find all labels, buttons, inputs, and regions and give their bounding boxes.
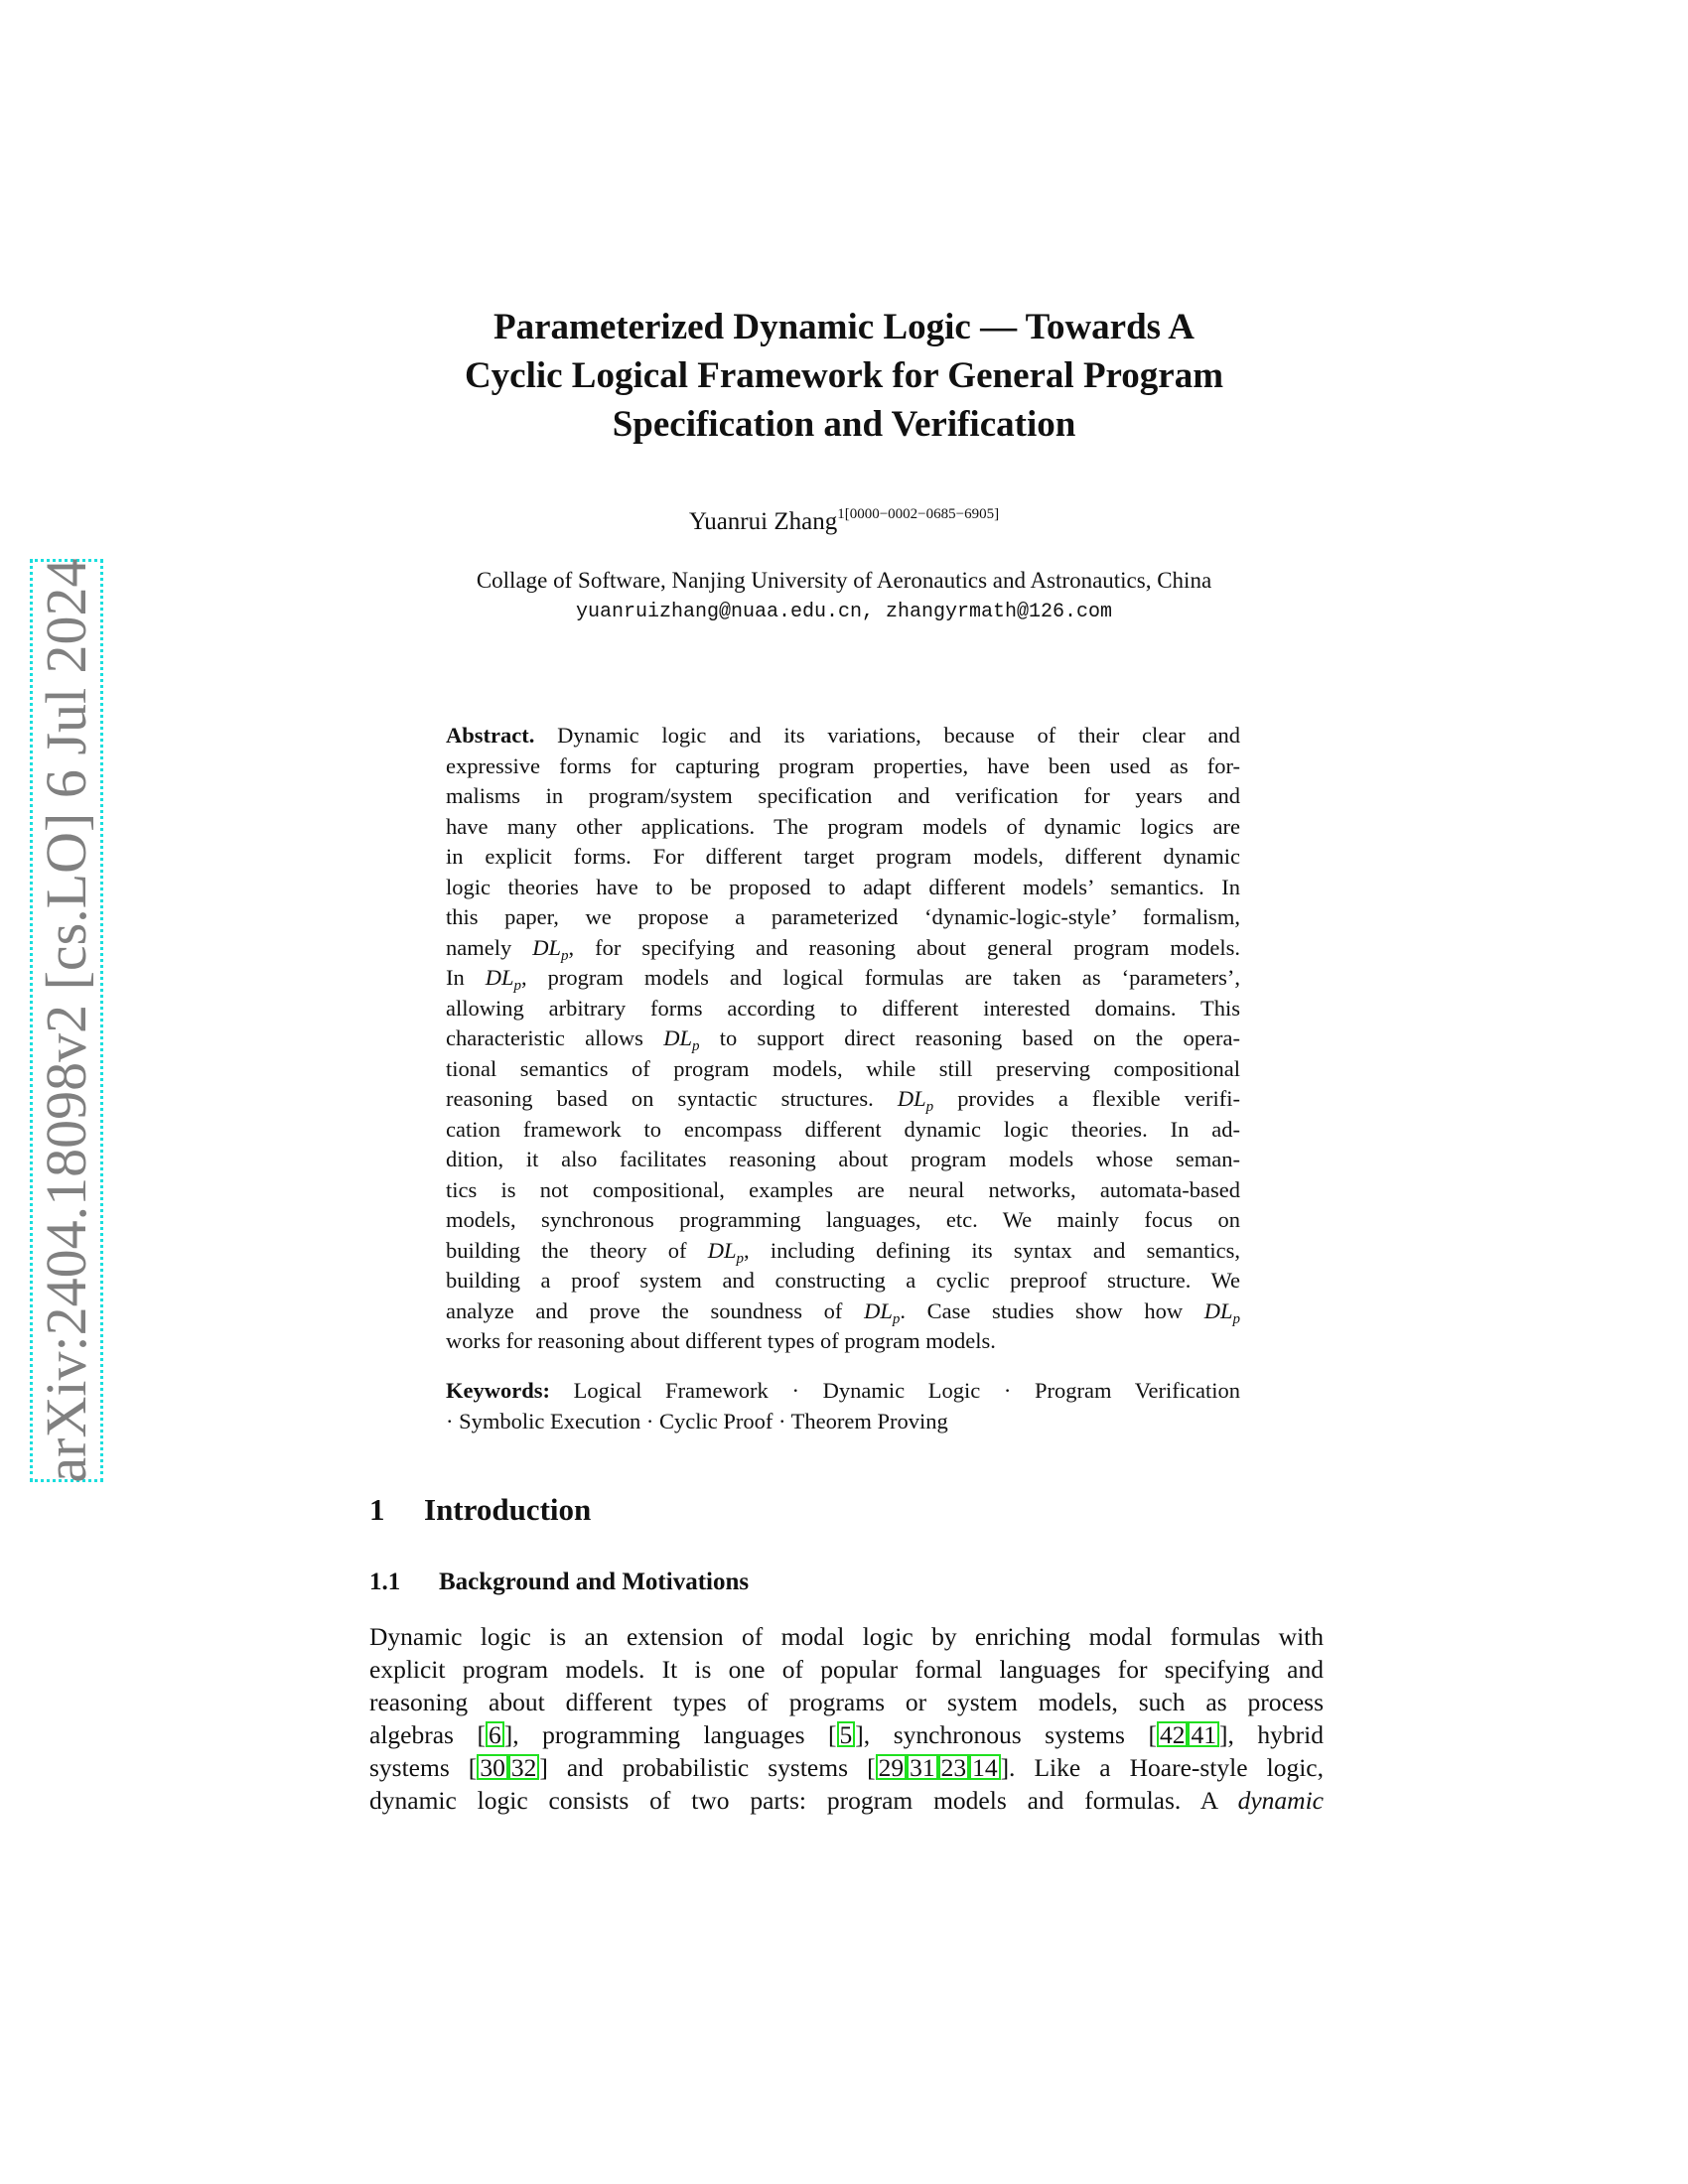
author-name: Yuanrui Zhang — [688, 508, 838, 535]
math-dl: DL — [532, 934, 561, 960]
math-dl: DL — [864, 1297, 893, 1323]
math-dl: DL — [1203, 1297, 1233, 1323]
body-line: Dynamic logic is an extension of modal logic by enriching modal formulas with — [369, 1622, 1324, 1651]
body-line: reasoning about different types of programs or system models, such as process — [369, 1688, 1324, 1716]
abstract-line: In $DL_p$, program models and logical formulas are taken as ‘parameters’, — [446, 965, 1240, 994]
body-line: algebras [ 6 ], programming languages [ 5 ], synchronous systems [ 42 41 ], hybrid — [369, 1720, 1324, 1749]
citation-link[interactable]: 23 — [938, 1754, 970, 1780]
abstract-line: analyze and prove the soundness of $DL_p$. Case studies show how $DL_p$ — [446, 1297, 1240, 1327]
abstract-line: allowing arbitrary forms according to different interested domains. This — [446, 995, 1240, 1021]
abstract-line: logic theories have to be proposed to adapt different models’ semantics. In — [446, 874, 1240, 899]
title-line-1: Parameterized Dynamic Logic — Towards A — [493, 307, 1195, 347]
abstract-line: models, synchronous programming languages, etc. We mainly focus on — [446, 1207, 1240, 1232]
author — [298, 508, 1390, 536]
paper-title — [298, 303, 1390, 449]
citation-link[interactable]: 6 — [486, 1721, 504, 1747]
citation-link[interactable]: 29 — [876, 1754, 908, 1780]
body-line: systems [ 30 32 ] and probabilistic systems [ 29 31 23 14 ]. Like a Hoare-style logic, — [369, 1753, 1324, 1782]
citation-link[interactable]: 30 — [477, 1754, 508, 1780]
citation-link[interactable]: 5 — [837, 1721, 856, 1747]
abstract-line: dition, it also facilitates reasoning about program models whose seman- — [446, 1147, 1240, 1171]
body-line: explicit program models. It is one of popular formal languages for specifying and — [369, 1655, 1324, 1684]
subsection-number: 1.1 — [369, 1569, 401, 1595]
abstract-line: cation framework to encompass different dynamic logic theories. In ad- — [446, 1116, 1240, 1142]
abstract-line: in explicit forms. For different target program models, different dynamic — [446, 844, 1240, 869]
title-line-3: Specification and Verification — [612, 404, 1076, 445]
abstract-label: Abstract. — [446, 723, 535, 748]
abstract-line: tional semantics of program models, while still preserving compositional — [446, 1055, 1240, 1081]
abstract-line: works for reasoning about different types of program models. — [446, 1328, 996, 1353]
keywords-line: · Symbolic Execution · Cyclic Proof · Theorem Proving — [446, 1408, 948, 1433]
abstract-line: expressive forms for capturing program properties, have been used as for- — [446, 752, 1240, 778]
title-line-2: Cyclic Logical Framework for General Program — [464, 355, 1224, 396]
citation-link[interactable]: 42 — [1157, 1721, 1189, 1747]
abstract-line: namely $DL_p$, for specifying and reasoning about general program models. — [446, 934, 1240, 964]
abstract-line: building the theory of $DL_p$, including defining its syntax and semantics, — [446, 1237, 1240, 1267]
abstract-line: characteristic allows $DL_p$ to support direct reasoning based on the opera- — [446, 1025, 1240, 1054]
keywords-line: Keywords: Logical Framework · Dynamic Logic · Program Verification — [446, 1378, 1240, 1403]
abstract-line: reasoning based on syntactic structures. $DL_p$ provides a flexible verifi- — [446, 1086, 1240, 1115]
section-number: 1 — [369, 1492, 385, 1527]
keywords — [446, 1376, 1240, 1436]
citation-link[interactable]: 32 — [508, 1754, 540, 1780]
section-title: Introduction — [424, 1492, 592, 1527]
arxiv-identifier[interactable]: arXiv:2404.18098v2 [cs.LO] 6 Jul 2024 — [34, 558, 98, 1483]
math-dl: DL — [897, 1086, 926, 1111]
abstract-line: malisms in program/system specification and verification for years and — [446, 783, 1240, 808]
emphasis-term: dynamic — [1237, 1786, 1324, 1815]
body-line: dynamic logic consists of two parts: program models and formulas. A dynamic — [369, 1786, 1324, 1815]
math-dl: DL — [707, 1237, 737, 1263]
arxiv-stamp — [30, 559, 103, 1482]
affiliation: Collage of Software, Nanjing University of Aeronautics and Astronautics, China — [476, 568, 1212, 593]
citation-link[interactable]: 14 — [969, 1754, 1001, 1780]
math-dl: DL — [663, 1025, 692, 1050]
author-emails[interactable]: yuanruizhang@nuaa.edu.cn, zhangyrmath@126.com — [575, 601, 1113, 623]
section-heading-introduction — [369, 1492, 591, 1528]
abstract — [446, 721, 1240, 1357]
abstract-line: building a proof system and constructing a cyclic preproof structure. We — [446, 1268, 1240, 1293]
subsection-heading-background — [369, 1569, 749, 1596]
citation-link[interactable]: 41 — [1188, 1721, 1219, 1747]
author-orcid[interactable]: 1[0000−0002−0685−6905] — [837, 506, 1000, 522]
intro-paragraph — [369, 1620, 1324, 1817]
abstract-line: tics is not compositional, examples are neural networks, automata-based — [446, 1176, 1240, 1202]
abstract-line: Abstract. Dynamic logic and its variations, because of their clear and — [446, 723, 1240, 748]
subsection-title: Background and Motivations — [439, 1569, 750, 1595]
citation-link[interactable]: 31 — [907, 1754, 938, 1780]
math-dl: DL — [485, 965, 514, 990]
keywords-label: Keywords: — [446, 1378, 550, 1403]
abstract-line: have many other applications. The program models of dynamic logics are — [446, 813, 1240, 839]
abstract-line: this paper, we propose a parameterized ‘dynamic-logic-style’ formalism, — [446, 904, 1240, 929]
